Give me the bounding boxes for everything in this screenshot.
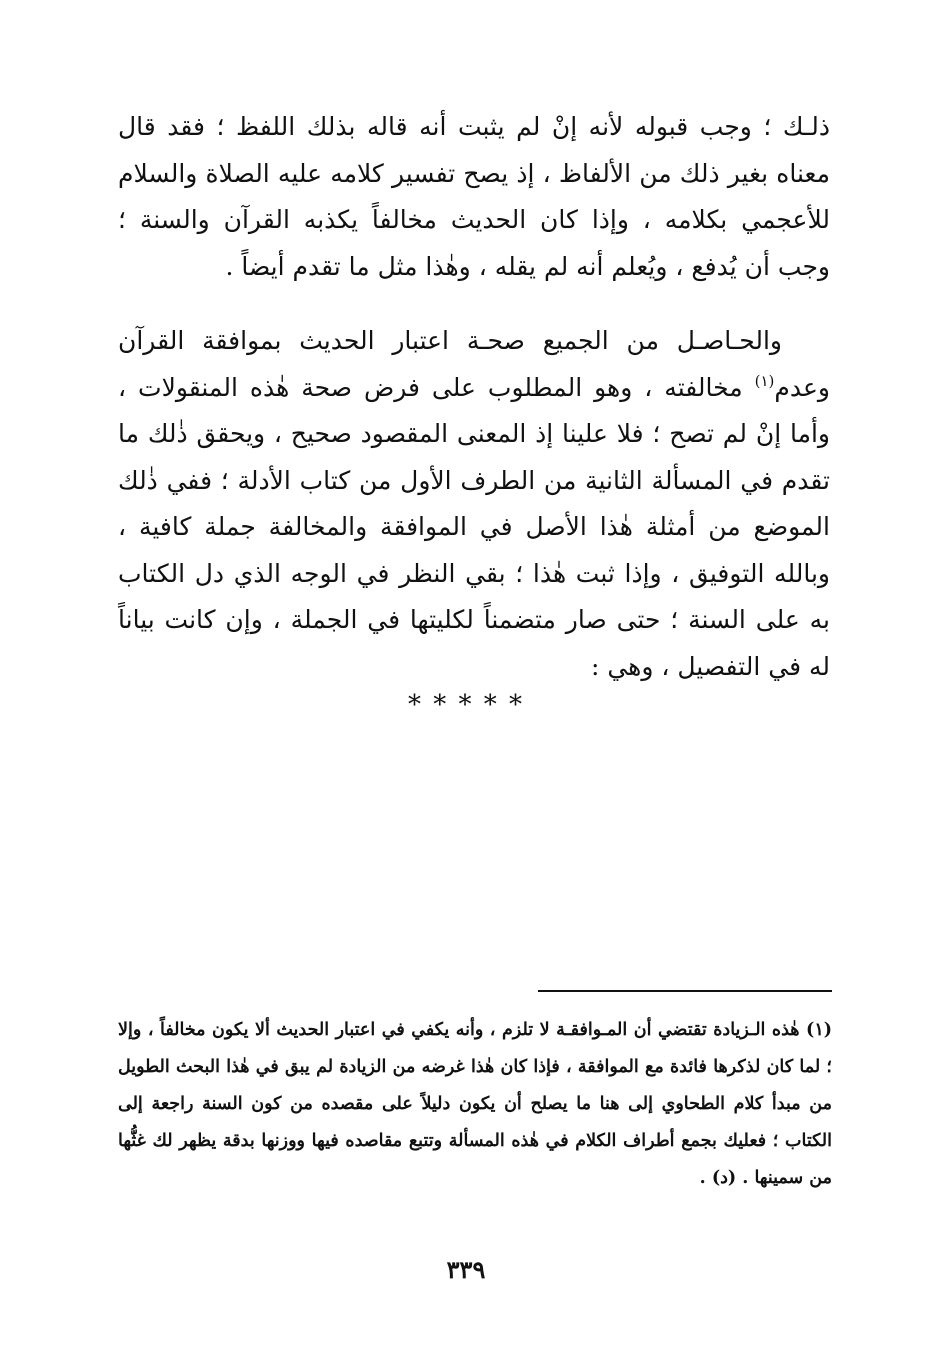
page-number: ٣٣٩ (446, 1255, 486, 1284)
paragraph-second (118, 318, 830, 690)
footnote-reference: (١) (754, 371, 775, 390)
paragraph-second-text (118, 318, 830, 690)
footnote-divider (538, 990, 832, 992)
paragraph-second-rest: مخالفته ، وهو المطلوب على فرض صحة هٰذه المنقولات ، وأما إنْ لم تصح ؛ فلا علينا إذ المعنى المقصود صحيح ، ويحقق ذٰلك ما تقدم في المسألة الثانية من الطرف الأول من كتاب الأدلة ؛ ففي ذٰلك الموضع من أمثلة هٰذا الأصل في الموافقة والمخالفة جملة كافية ، وبالله التوفيق ، وإذا ثبت هٰذا ؛ بقي النظر في الوجه الذي دل الكتاب به على السنة ؛ حتى صار متضمناً لكليتها في الجملة ، وإن كانت بياناً له في التفصيل ، وهي : (118, 372, 830, 681)
paragraph-second-start: والحـاصـل من الجميع صحـة اعتبار الحديث بموافقة القرآن وعدم (118, 326, 830, 402)
paragraph-first-text: ذلـك ؛ وجب قبوله لأنه إنْ لم يثبت أنه قاله بذلك اللفظ ؛ فقد قال معناه بغير ذلك من الألفاظ ، إذ يصح تفسير كلامه عليه الصلاة والسلام للأعجمي بكلامه ، وإذا كان الحديث مخالفاً يكذبه القرآن والسنة ؛ وجب أن يُدفع ، ويُعلم أنه لم يقله ، وهٰذا مثل ما تقدم أيضاً . (118, 112, 830, 281)
footnote-text: (١) هٰذه الـزيادة تقتضي أن المـوافقـة لا تلزم ، وأنه يكفي في اعتبار الحديث ألا يكون مخالفاً ، وإلا ؛ لما كان لذكرها فائدة مع الموافقة ، فإذا كان هٰذا غرضه من الزيادة لم يبق في هٰذا البحث الطويل من مبدأ كلام الطحاوي إلى هنا ما يصلح أن يكون دليلاً على مقصده من كون السنة راجعة إلى الكتاب ؛ فعليك بجمع أطراف الكلام في هٰذه المسألة وتتبع مقاصده فيها ووزنها بدقة يظهر لك غثُّها من سمينها . (د) . (118, 1020, 832, 1188)
paragraph-first (118, 104, 830, 290)
section-separator: * * * * * (407, 690, 525, 720)
footnote (118, 1012, 832, 1197)
